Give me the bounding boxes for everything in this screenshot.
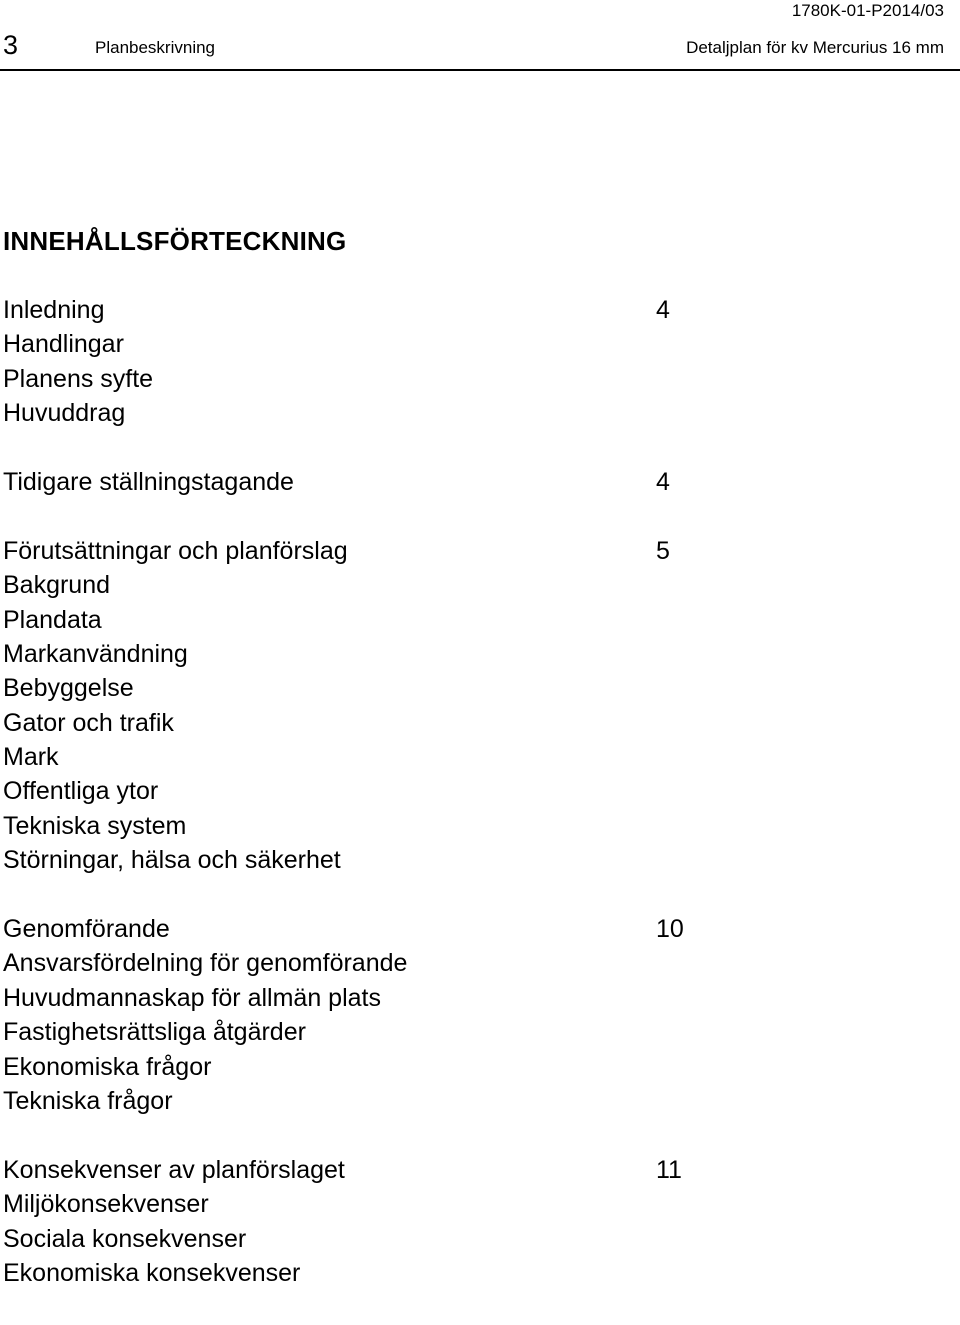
plan-title: Detaljplan för kv Mercurius 16 mm: [686, 38, 944, 57]
toc-subitem: Tekniska frågor: [3, 1086, 173, 1115]
toc-subitem: Huvudmannaskap för allmän plats: [3, 983, 381, 1012]
toc-section-entry: [3, 534, 703, 568]
document-code: 1780K-01-P2014/03: [791, 1, 944, 20]
toc-subitem: Mark: [3, 743, 59, 772]
header-divider: [0, 69, 960, 71]
toc-page-number: 4: [656, 467, 670, 496]
toc-page-number: 4: [656, 296, 670, 324]
toc-subitem: Handlingar: [3, 330, 124, 359]
toc-subitem: Ekonomiska konsekvenser: [3, 1258, 301, 1287]
toc-section: [3, 534, 703, 878]
toc-section: [3, 465, 703, 499]
toc-section-title: Genomförande: [3, 915, 170, 944]
toc-subitem: Störningar, hälsa och säkerhet: [3, 846, 341, 875]
page-number: 3: [3, 30, 19, 60]
toc-page-number: 10: [656, 915, 684, 944]
toc-section-title: Förutsättningar och planförslag: [3, 536, 348, 565]
toc-section-entry: [3, 1153, 703, 1187]
toc-section-title: Inledning: [3, 296, 105, 324]
toc-subitem: Plandata: [3, 605, 102, 634]
section-label: Planbeskrivning: [95, 38, 216, 57]
toc-section: [3, 1153, 703, 1291]
toc-page-number: 5: [656, 536, 670, 565]
table-of-contents: [3, 293, 703, 1325]
toc-subitem: Planens syfte: [3, 364, 154, 393]
toc-subitem: Sociala konsekvenser: [3, 1224, 247, 1253]
toc-subitem: Bakgrund: [3, 571, 111, 600]
toc-section: [3, 293, 703, 431]
toc-subitem: Offentliga ytor: [3, 777, 159, 806]
toc-subitem: Gator och trafik: [3, 708, 174, 737]
toc-subitem: Markanvändning: [3, 639, 188, 668]
toc-subitem: Ekonomiska frågor: [3, 1052, 212, 1081]
toc-section-entry: [3, 465, 703, 499]
toc-section-entry: [3, 912, 703, 946]
toc-heading: INNEHÅLLSFÖRTECKNING: [3, 226, 347, 256]
toc-section-title: Tidigare ställningstagande: [3, 467, 294, 496]
toc-section: [3, 912, 703, 1118]
toc-subitem: Tekniska system: [3, 811, 187, 840]
toc-subitem: Bebyggelse: [3, 674, 134, 703]
toc-subitem: Ansvarsfördelning för genomförande: [3, 949, 408, 978]
toc-subitem: Huvuddrag: [3, 399, 126, 428]
toc-section-entry: [3, 293, 703, 327]
toc-subitem: Miljökonsekvenser: [3, 1190, 209, 1219]
toc-subitem: Fastighetsrättsliga åtgärder: [3, 1018, 306, 1047]
toc-section-title: Konsekvenser av planförslaget: [3, 1155, 345, 1184]
toc-page-number: 11: [656, 1155, 682, 1184]
